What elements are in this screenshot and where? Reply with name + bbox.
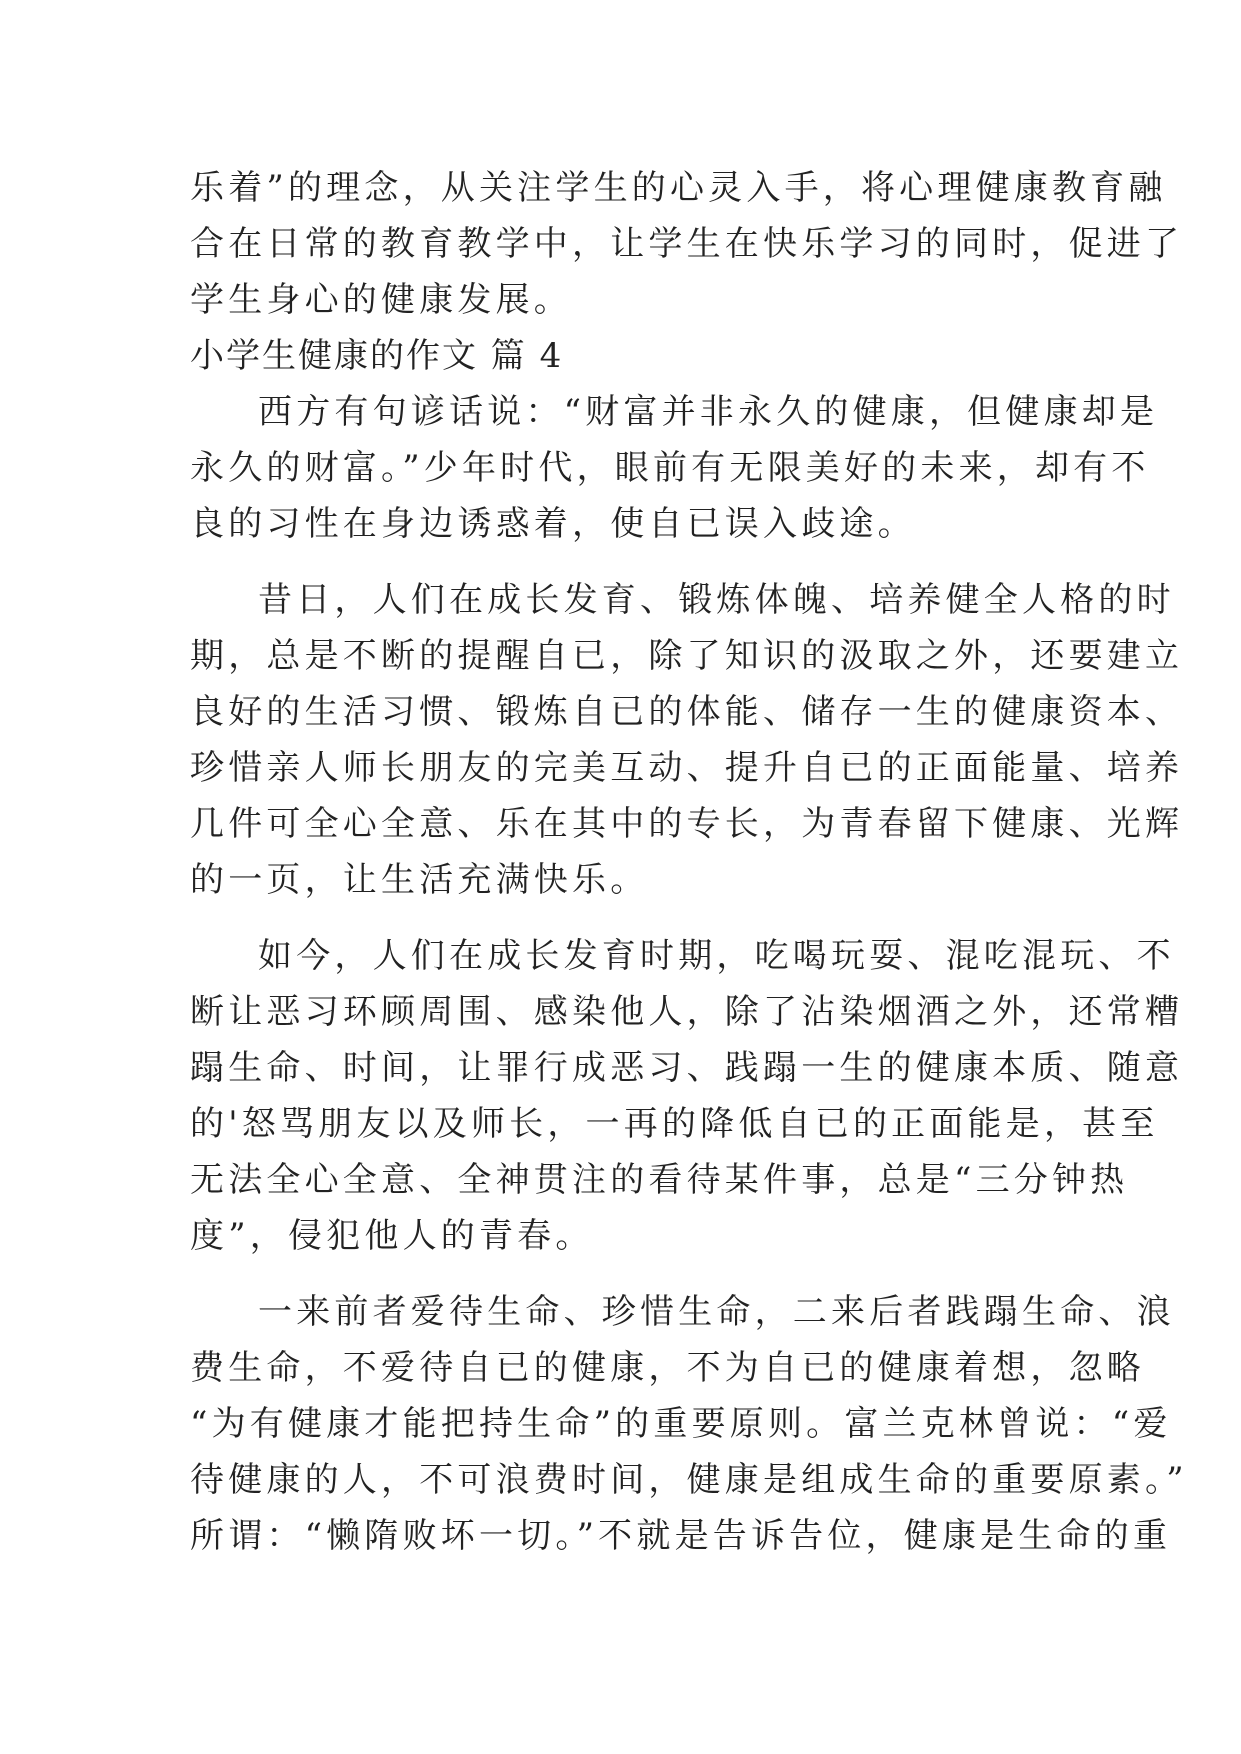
text-line: 待健康的人，不可浪费时间，健康是组成生命的重要原素。” — [190, 1460, 1188, 1500]
text-line: 蹋生命、时间，让罪行成恶习、践蹋一生的健康本质、随意 — [190, 1048, 1184, 1088]
text-line: 的'怒骂朋友以及师长，一再的降低自已的正面能是，甚至 — [190, 1104, 1159, 1144]
text-line: 期，总是不断的提醒自已，除了知识的汲取之外，还要建立 — [190, 636, 1184, 676]
text-line: 的一页，让生活充满快乐。 — [190, 860, 649, 900]
text-line: 永久的财富。”少年时代，眼前有无限美好的未来，却有不 — [190, 448, 1150, 488]
text-line: 断让恶习环顾周围、感染他人，除了沾染烟酒之外，还常糟 — [190, 992, 1184, 1032]
text-line: 费生命，不爱待自已的健康，不为自已的健康着想，忽略 — [190, 1348, 1145, 1388]
text-line: 学生身心的健康发展。 — [190, 280, 572, 320]
paragraph-first-line: 如今，人们在成长发育时期，吃喝玩耍、混吃混玩、不 — [258, 936, 1175, 976]
text-line: 所谓：“懒隋败坏一切。”不就是告诉告位，健康是生命的重 — [190, 1516, 1172, 1556]
paragraph-first-line: 一来前者爱待生命、珍惜生命，二来后者践蹋生命、浪 — [258, 1292, 1175, 1332]
section-heading: 小学生健康的作文 篇 4 — [190, 336, 564, 376]
text-line: 乐着”的理念，从关注学生的心灵入手，将心理健康教育融 — [190, 168, 1167, 208]
paragraph-first-line: 昔日，人们在成长发育、锻炼体魄、培养健全人格的时 — [258, 580, 1175, 620]
text-line: “为有健康才能把持生命”的重要原则。富兰克林曾说：“爱 — [190, 1404, 1172, 1444]
text-line: 几件可全心全意、乐在其中的专长，为青春留下健康、光辉 — [190, 804, 1184, 844]
text-line: 无法全心全意、全神贯注的看待某件事，总是“三分钟热 — [190, 1160, 1129, 1200]
paragraph-first-line: 西方有句谚话说：“财富并非永久的健康，但健康却是 — [258, 392, 1159, 432]
text-line: 度”，侵犯他人的青春。 — [190, 1216, 594, 1256]
text-line: 珍惜亲人师长朋友的完美互动、提升自已的正面能量、培养 — [190, 748, 1184, 788]
text-line: 合在日常的教育教学中，让学生在快乐学习的同时，促进了 — [190, 224, 1184, 264]
text-line: 良好的生活习惯、锻炼自已的体能、储存一生的健康资本、 — [190, 692, 1184, 732]
text-line: 良的习性在身边诱惑着，使自已误入歧途。 — [190, 504, 916, 544]
